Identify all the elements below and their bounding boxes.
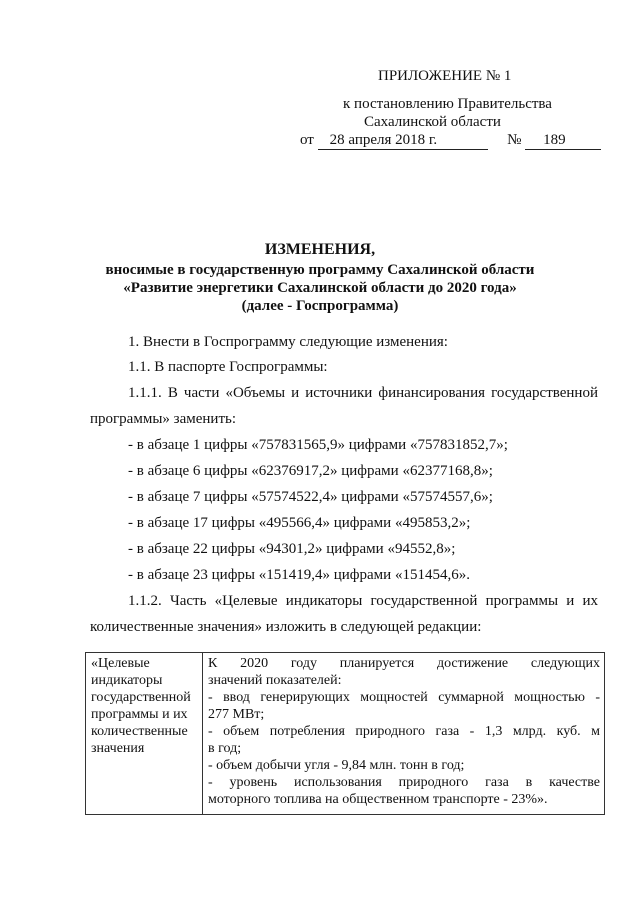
title-line-3: «Развитие энергетики Сахалинской области до 2020 года» [123, 280, 517, 296]
paragraph-1: 1. Внести в Госпрограмму следующие изменения: [128, 334, 448, 350]
list-item: - в абзаце 23 цифры «151419,4» цифрами «151454,6». [128, 567, 470, 583]
paragraph-1-1-1-line-1: 1.1.1. В части «Объемы и источники финансирования государственной [128, 385, 598, 401]
cell-line: количественные [91, 724, 188, 739]
appendix-label: ПРИЛОЖЕНИЕ № 1 [378, 68, 512, 84]
cell-line: К 2020 году планируется достижение следующих [208, 656, 600, 671]
cell-line: моторного топлива на общественном транспорте - 23%». [208, 792, 548, 807]
cell-line: программы и их [91, 707, 188, 722]
resolution-date: 28 апреля 2018 г. [318, 132, 488, 150]
indicator-values-cell [203, 653, 605, 815]
number-label: № [507, 132, 522, 148]
table-row [86, 653, 605, 815]
paragraph-1-1-1-line-2: программы» заменить: [90, 411, 237, 427]
cell-line: значения [91, 741, 145, 756]
title-line-4: (далее - Госпрограмма) [241, 298, 399, 314]
paragraph-1-1-2-line-2: количественные значения» изложить в следующей редакции: [90, 619, 482, 635]
resolution-reference: к постановлению Правительства [343, 96, 552, 112]
cell-line: в год; [208, 741, 242, 756]
list-item: - в абзаце 7 цифры «57574522,4» цифрами «57574557,6»; [128, 489, 493, 505]
cell-line: значений показателей: [208, 673, 342, 688]
cell-line: государственной [91, 690, 191, 705]
cell-line: индикаторы [91, 673, 163, 688]
document-title: ИЗМЕНЕНИЯ, [264, 241, 376, 258]
date-number-line [300, 130, 601, 150]
cell-line: - уровень использования природного газа в качестве [208, 775, 600, 790]
paragraph-1-1: 1.1. В паспорте Госпрограммы: [128, 359, 328, 375]
cell-line: «Целевые [91, 656, 150, 671]
cell-line: - объем потребления природного газа - 1,3 млрд. куб. м [208, 724, 600, 739]
indicator-label-cell [86, 653, 203, 815]
from-label: от [300, 132, 314, 148]
list-item: - в абзаце 1 цифры «757831565,9» цифрами «757831852,7»; [128, 437, 508, 453]
title-line-2: вносимые в государственную программу Сахалинской области [105, 262, 535, 278]
list-item: - в абзаце 6 цифры «62376917,2» цифрами «62377168,8»; [128, 463, 493, 479]
cell-line: 277 МВт; [208, 707, 265, 722]
list-item: - в абзаце 17 цифры «495566,4» цифрами «495853,2»; [128, 515, 471, 531]
list-item: - в абзаце 22 цифры «94301,2» цифрами «94552,8»; [128, 541, 456, 557]
region-name: Сахалинской области [364, 114, 501, 130]
cell-line: - ввод генерирующих мощностей суммарной мощностью - [208, 690, 600, 705]
cell-line: - объем добычи угля - 9,84 млн. тонн в год; [208, 758, 465, 773]
indicators-table [85, 652, 605, 815]
resolution-number: 189 [525, 132, 601, 150]
paragraph-1-1-2-line-1: 1.1.2. Часть «Целевые индикаторы государственной программы и их [128, 593, 598, 609]
